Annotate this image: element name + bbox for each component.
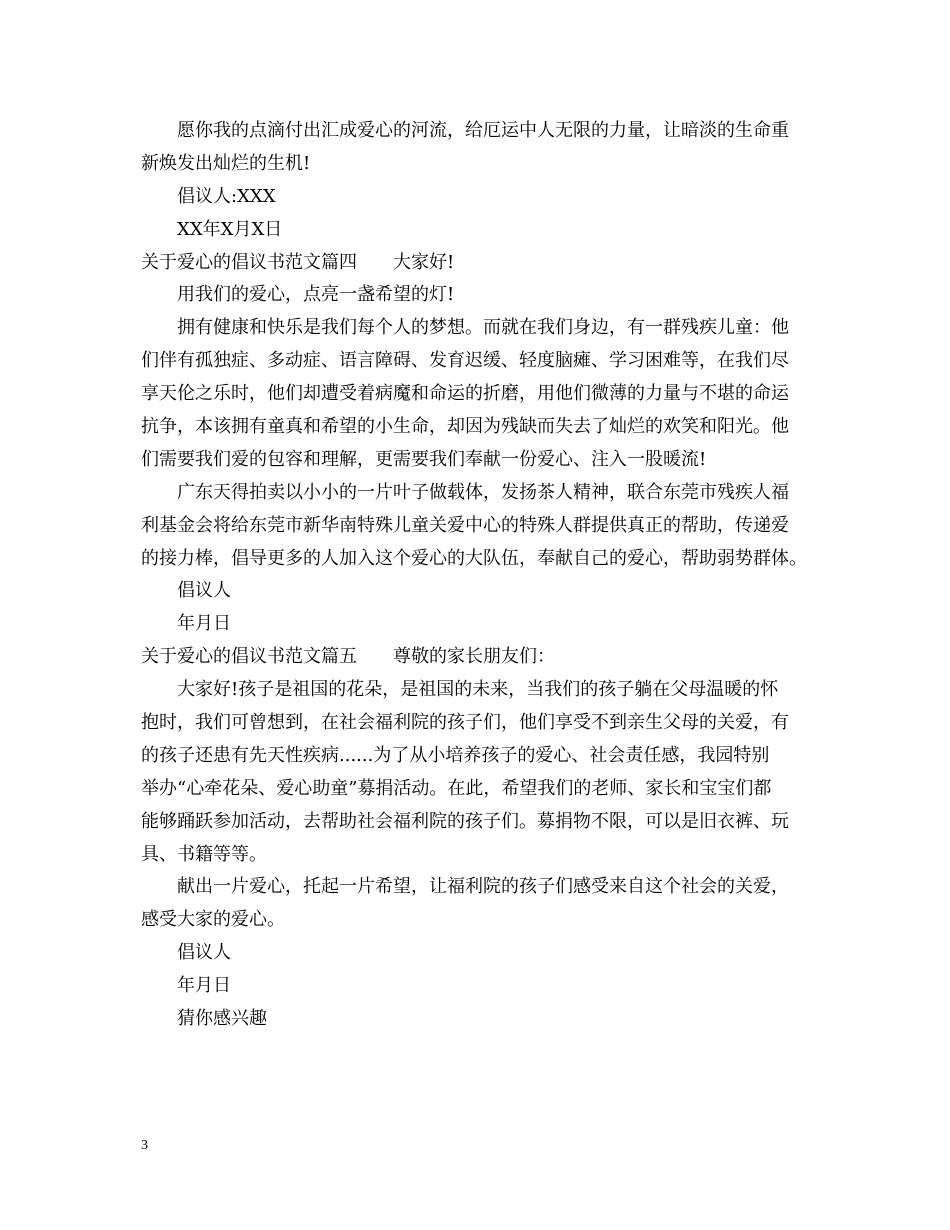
text-line <box>141 707 821 740</box>
text-line-content: 的孩子还患有先天性疾病......为了从小培养孩子的爱心、社会责任感，我园特别 <box>141 744 770 766</box>
text-line <box>141 773 821 806</box>
text-line <box>141 312 821 345</box>
text-line <box>141 378 821 411</box>
text-line <box>141 543 821 576</box>
text-line-content: 年月日 <box>177 613 231 635</box>
text-line <box>141 279 821 312</box>
text-line-content: 利基金会将给东莞市新华南特殊儿童关爱中心的特殊人群提供真正的帮助，传递爱 <box>141 514 789 536</box>
text-line-content: 拥有健康和快乐是我们每个人的梦想。而就在我们身边，有一群残疾儿童：他 <box>177 317 789 339</box>
text-line-content: 猜你感兴趣 <box>177 1008 267 1030</box>
text-line-content: 倡议人 <box>177 580 231 602</box>
text-line <box>141 937 821 970</box>
text-line <box>141 148 821 181</box>
body-text <box>141 115 821 1036</box>
text-line <box>141 871 821 904</box>
text-line-content: 年月日 <box>177 975 231 997</box>
text-line <box>141 444 821 477</box>
text-line <box>141 115 821 148</box>
text-line-content: 的接力棒，倡导更多的人加入这个爱心的大队伍，奉献自己的爱心，帮助弱势群体。 <box>141 547 807 569</box>
text-line-content: 们伴有孤独症、多动症、语言障碍、发育迟缓、轻度脑瘫、学习困难等，在我们尽 <box>141 350 789 372</box>
text-line <box>141 608 821 641</box>
text-line-content: 献出一片爱心，托起一片希望，让福利院的孩子们感受来自这个社会的关爱， <box>177 876 789 898</box>
text-line <box>141 806 821 839</box>
text-line <box>141 674 821 707</box>
text-line-content: 举办“心牵花朵、爱心助童”募捐活动。在此，希望我们的老师、家长和宝宝们都 <box>141 777 772 799</box>
text-line <box>141 181 821 214</box>
text-line <box>141 345 821 378</box>
text-line <box>141 1003 821 1036</box>
text-line-content: 倡议人 <box>177 942 231 964</box>
text-line-content: 愿你我的点滴付出汇成爱心的河流，给厄运中人无限的力量，让暗淡的生命重 <box>177 120 789 141</box>
text-line <box>141 510 821 543</box>
text-line-content: 享天伦之乐时，他们却遭受着病魔和命运的折磨，用他们微薄的力量与不堪的命运 <box>141 383 789 405</box>
text-line-content: 能够踊跃参加活动，去帮助社会福利院的孩子们。募捐物不限，可以是旧衣裤、玩 <box>141 810 789 832</box>
text-line <box>141 839 821 872</box>
text-line <box>141 247 821 280</box>
salutation: 尊敬的家长朋友们： <box>393 646 555 668</box>
text-line <box>141 904 821 937</box>
text-line-content: 感受大家的爱心。 <box>141 909 285 931</box>
text-line-content: XX年X月X日 <box>177 218 283 240</box>
text-line <box>141 970 821 1003</box>
text-line-content: 关于爱心的倡议书范文篇四 <box>141 251 357 273</box>
text-line-content: 关于爱心的倡议书范文篇五 <box>141 646 357 668</box>
text-line-content: 抗争，本该拥有童真和希望的小生命，却因为残缺而失去了灿烂的欢笑和阳光。他 <box>141 416 789 438</box>
text-line-content: 抱时，我们可曾想到，在社会福利院的孩子们，他们享受不到亲生父母的关爱，有 <box>141 712 789 734</box>
page-number: 3 <box>141 1138 148 1153</box>
text-line-content: 广东天得拍卖以小小的一片叶子做载体，发扬茶人精神，联合东莞市残疾人福 <box>177 481 789 503</box>
text-line <box>141 214 821 247</box>
text-line <box>141 575 821 608</box>
text-line <box>141 411 821 444</box>
text-line-content: 新焕发出灿烂的生机! <box>141 152 311 174</box>
text-line <box>141 641 821 674</box>
text-line-content: 具、书籍等等。 <box>141 843 267 865</box>
text-line-content: 大家好!孩子是祖国的花朵，是祖国的未来，当我们的孩子躺在父母温暖的怀 <box>177 679 779 701</box>
text-line <box>141 477 821 510</box>
text-line-content: 们需要我们爱的包容和理解，更需要我们奉献一份爱心、注入一股暖流! <box>141 448 707 470</box>
text-line-content: 用我们的爱心，点亮一盏希望的灯! <box>177 284 455 306</box>
text-line-content: 倡议人:XXX <box>177 185 276 207</box>
salutation: 大家好! <box>393 251 455 273</box>
text-line <box>141 740 821 773</box>
